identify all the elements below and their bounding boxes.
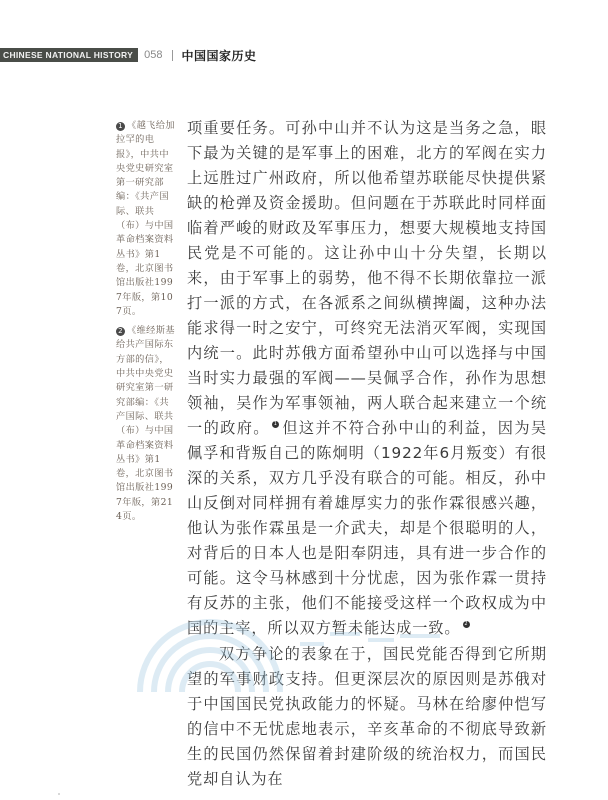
paragraph-1 [187,116,547,641]
footnote-ref-2[interactable]: 2 [464,621,468,627]
paragraph-1-part-2: 但这并不符合孙中山的利益，因为吴佩孚和背叛自己的陈炯明（1922年6月叛变）有很深的关系，双方几乎没有联合的可能。相反，孙中山反倒对同样拥有着雄厚实力的张作霖很感兴趣，他认为张作霖虽是一介武夫，却是个很聪明的人，对背后的日本人也是阳奉阴违，具有进一步合作的可能。这令马林感到十分忧虑，因为张作霖一贯持有反苏的主张，他们不能接受这样一个政权成为中国的主宰，所以双方暂未能达成一致。 [187,419,547,637]
page-number: 058 [144,49,163,61]
sidenotes [116,119,178,529]
paragraph-1-part-1: 项重要任务。可孙中山并不认为这是当务之急，眼下最为关键的是军事上的困难，北方的军阀在实力上远胜过广州政府，所以他希望苏联能尽快提供紧缺的枪弹及资金援助。但问题在于苏联此时同样面临着严峻的财政及军事压力，想要大规模地支持国民党是不可能的。这让孙中山十分失望，长期以来，由于军事上的弱势，他不得不长期依靠拉一派打一派的方式，在各派系之间纵横捭阖，这种办法能求得一时之安宁，可终究无法消灭军阀，实现国内统一。此时苏俄方面希望孙中山可以选择与中国当时实力最强的军阀——吴佩孚合作，孙作为思想领袖，吴作为军事领袖，两人联合起来建立一个统一的政府。 [187,119,547,437]
footnote-marker-icon: 1 [116,122,125,131]
series-label: CHINESE NATIONAL HISTORY [0,48,138,62]
footnote-ref-1[interactable]: 1 [273,421,277,427]
main-text [187,116,547,792]
sidenote-2 [116,324,178,524]
sidenote-text: 《越飞给加拉罕的电报》，中共中央党史研究室第一研究部编：《共产国际、联共（布）与中国革命档案资料丛书》第1卷，北京图书馆出版社1997年版，第107页。 [116,120,175,317]
sidenote-text: 《维经斯基给共产国际东方部的信》，中共中央党史研究室第一研究部编：《共产国际、联共（布）与中国革命档案资料丛书》第1卷，北京图书馆出版社1997年版，第214页。 [116,325,175,523]
scan-speck [58,793,60,795]
paragraph-2: 双方争论的表象在于，国民党能否得到它所期望的军事财政支持。但更深层次的原因则是苏俄对于中国国民党执政能力的怀疑。马林在给廖仲恺写的信中不无忧虑地表示，辛亥革命的不彻底导致新生的民国仍然保留着封建阶级的统治权力，而国民党却自认为在 [187,645,547,788]
header-divider [172,50,173,61]
page-header [0,48,257,62]
footnote-marker-icon: 2 [116,327,125,336]
sidenote-1 [116,119,178,319]
book-title: 中国国家历史 [181,48,257,63]
